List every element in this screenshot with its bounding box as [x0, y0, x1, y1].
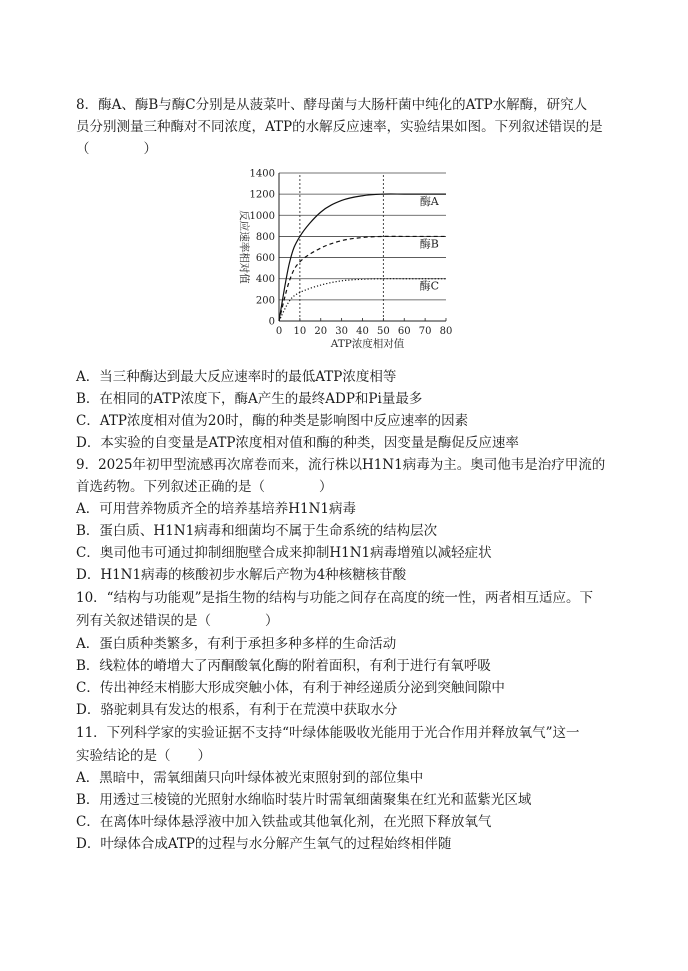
q10-stem-line1: 10．“结构与功能观”是指生物的结构与功能之间存在高度的统一性，两者相互适应。下 — [76, 590, 593, 606]
x-tick-label: 0 — [275, 326, 283, 337]
q9-option-b: B．蛋白质、H1N1病毒和细菌均不属于生命系统的结构层次 — [76, 523, 438, 539]
enzyme-rate-chart — [228, 163, 468, 363]
y-tick-label: 800 — [255, 231, 275, 243]
series-label: 酶C — [419, 279, 440, 293]
y-tick-label: 200 — [255, 295, 275, 307]
y-tick-label: 0 — [268, 316, 275, 328]
q10-option-d: D．骆驼刺具有发达的根系，有利于在荒漠中获取水分 — [76, 702, 398, 718]
x-tick-label: 40 — [356, 326, 369, 337]
x-axis-label: ATP浓度相对值 — [330, 338, 405, 350]
q11-option-c: C．在离体叶绿体悬浮液中加入铁盐或其他氧化剂，在光照下释放氧气 — [76, 814, 492, 830]
q10-option-b: B．线粒体的嵴增大了丙酮酸氧化酶的附着面积，有利于进行有氧呼吸 — [76, 658, 491, 674]
q11-stem-line2: 实验结论的是（ ） — [76, 748, 211, 764]
q8-stem-line3: （ ） — [76, 141, 157, 157]
q11-option-d: D．叶绿体合成ATP的过程与水分解产生氧气的过程始终相伴随 — [76, 836, 452, 852]
q11-option-a: A．黑暗中，需氧细菌只向叶绿体被光束照射到的部位集中 — [76, 770, 424, 786]
series-label: 酶A — [419, 195, 439, 209]
q9-stem-line2: 首选药物。下列叙述正确的是（ ） — [76, 479, 333, 495]
q8-option-c: C．ATP浓度相对值为20时，酶的种类是影响图中反应速率的因素 — [76, 413, 469, 429]
q8-stem-line2: 员分别测量三种酶对不同浓度，ATP的水解反应速率，实验结果如图。下列叙述错误的是 — [76, 119, 603, 135]
q11-option-b: B．用透过三棱镜的光照射水绵临时装片时需氧细菌聚集在红光和蓝紫光区域 — [76, 792, 532, 808]
x-tick-label: 50 — [377, 326, 390, 337]
x-tick-label: 80 — [439, 326, 453, 337]
x-tick-label: 30 — [335, 326, 348, 337]
q9-option-a: A．可用营养物质齐全的培养基培养H1N1病毒 — [76, 501, 357, 517]
q11-stem-line1: 11．下列科学家的实验证据不支持“叶绿体能吸收光能用于光合作用并释放氧气”这一 — [76, 725, 580, 741]
y-axis-label: 反应速率相对值 — [238, 210, 250, 284]
q9-stem-line1: 9．2025年初甲型流感再次席卷而来，流行株以H1N1病毒为主。奥司他韦是治疗甲流的 — [76, 457, 606, 473]
y-tick-label: 1000 — [249, 210, 275, 222]
y-tick-label: 600 — [255, 253, 275, 265]
q10-stem-line2: 列有关叙述错误的是（ ） — [76, 613, 279, 629]
q8-option-b: B．在相同的ATP浓度下，酶A产生的最终ADP和Pi量最多 — [76, 391, 423, 407]
y-tick-label: 1200 — [249, 189, 275, 201]
x-tick-label: 70 — [418, 326, 432, 337]
y-tick-label: 400 — [255, 274, 275, 286]
x-tick-label: 20 — [314, 326, 328, 337]
q9-option-d: D．H1N1病毒的核酸初步水解后产物为4种核糖核苷酸 — [76, 567, 407, 583]
y-tick-label: 1400 — [249, 168, 275, 180]
q9-option-c: C．奥司他韦可通过抑制细胞壁合成来抑制H1N1病毒增殖以减轻症状 — [76, 545, 492, 561]
q10-option-a: A．蛋白质种类繁多，有利于承担多种多样的生命活动 — [76, 636, 397, 652]
q10-option-c: C．传出神经末梢膨大形成突触小体，有利于神经递质分泌到突触间隙中 — [76, 680, 505, 696]
q8-option-a: A．当三种酶达到最大反应速率时的最低ATP浓度相等 — [76, 369, 397, 385]
x-tick-label: 60 — [397, 326, 411, 337]
x-tick-label: 10 — [293, 326, 307, 337]
q8-option-d: D．本实验的自变量是ATP浓度相对值和酶的种类，因变量是酶促反应速率 — [76, 435, 519, 451]
series-label: 酶B — [419, 237, 439, 251]
q8-stem-line1: 8．酶A、酶B与酶C分别是从菠菜叶、酵母菌与大肠杆菌中纯化的ATP水解酶，研究人 — [76, 97, 588, 113]
